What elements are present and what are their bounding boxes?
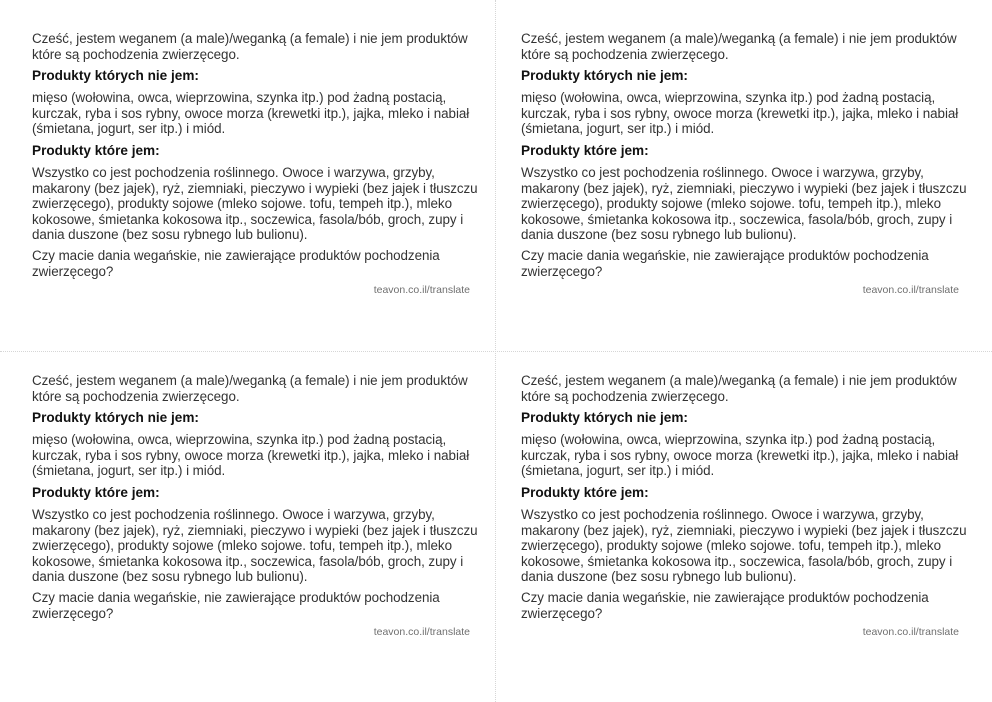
not-eat-list: mięso (wołowina, owca, wieprzowina, szynka itp.) pod żadną postacią, kurczak, ryba i sos rybny, owoce morza (krewetki itp.), jajka, mleko i nabiał (śmietana, jogurt, ser itp.) i miód. [32,432,470,479]
not-eat-heading: Produkty których nie jem: [521,410,688,426]
not-eat-heading: Produkty których nie jem: [32,68,199,84]
intro-text: Cześć, jestem weganem (a male)/weganką (a female) i nie jem produktów które są pochodzenia zwierzęcego. [521,31,957,62]
not-eat-heading: Produkty których nie jem: [521,68,688,84]
not-eat-heading: Produkty których nie jem: [32,410,199,426]
source-url: teavon.co.il/translate [862,284,959,297]
eat-list: Wszystko co jest pochodzenia roślinnego. Owoce i warzywa, grzyby, makarony (bez jajek), ryż, ziemniaki, pieczywo i wypieki (bez jajek i tłuszczu zwierzęcego), produkty sojowe (mleko sojowe. tofu, tempeh itp.), mleko kokosowe, śmietanka kokosowa itp., soczewica, fasola/bób, groch, zupy i dania duszone (bez sosu rybnego lub bulionu). [32,164,478,243]
source-url: teavon.co.il/translate [373,626,470,639]
eat-heading: Produkty które jem: [521,142,649,158]
question-text: Czy macie dania wegańskie, nie zawierające produktów pochodzenia zwierzęcego? [521,589,929,621]
not-eat-list: mięso (wołowina, owca, wieprzowina, szynka itp.) pod żadną postacią, kurczak, ryba i sos rybny, owoce morza (krewetki itp.), jajka, mleko i nabiał (śmietana, jogurt, ser itp.) i miód. [521,90,959,137]
intro-text: Cześć, jestem weganem (a male)/weganką (a female) i nie jem produktów które są pochodzenia zwierzęcego. [521,373,957,404]
eat-list: Wszystko co jest pochodzenia roślinnego. Owoce i warzywa, grzyby, makarony (bez jajek), ryż, ziemniaki, pieczywo i wypieki (bez jajek i tłuszczu zwierzęcego), produkty sojowe (mleko sojowe. tofu, tempeh itp.), mleko kokosowe, śmietanka kokosowa itp., soczewica, fasola/bób, groch, zupy i dania duszone (bez sosu rybnego lub bulionu). [521,164,967,243]
not-eat-list: mięso (wołowina, owca, wieprzowina, szynka itp.) pod żadną postacią, kurczak, ryba i sos rybny, owoce morza (krewetki itp.), jajka, mleko i nabiał (śmietana, jogurt, ser itp.) i miód. [521,432,959,479]
eat-heading: Produkty które jem: [521,484,649,500]
horizontal-cut-line [0,351,992,352]
question-text: Czy macie dania wegańskie, nie zawierające produktów pochodzenia zwierzęcego? [521,247,929,279]
intro-text: Cześć, jestem weganem (a male)/weganką (a female) i nie jem produktów które są pochodzenia zwierzęcego. [32,373,468,404]
question-text: Czy macie dania wegańskie, nie zawierające produktów pochodzenia zwierzęcego? [32,247,440,279]
eat-list: Wszystko co jest pochodzenia roślinnego. Owoce i warzywa, grzyby, makarony (bez jajek), ryż, ziemniaki, pieczywo i wypieki (bez jajek i tłuszczu zwierzęcego), produkty sojowe (mleko sojowe. tofu, tempeh itp.), mleko kokosowe, śmietanka kokosowa itp., soczewica, fasola/bób, groch, zupy i dania duszone (bez sosu rybnego lub bulionu). [521,506,967,585]
translation-card [521,31,971,296]
not-eat-list: mięso (wołowina, owca, wieprzowina, szynka itp.) pod żadną postacią, kurczak, ryba i sos rybny, owoce morza (krewetki itp.), jajka, mleko i nabiał (śmietana, jogurt, ser itp.) i miód. [32,90,470,137]
intro-text: Cześć, jestem weganem (a male)/weganką (a female) i nie jem produktów które są pochodzenia zwierzęcego. [32,31,468,62]
translation-card [521,373,971,638]
source-url: teavon.co.il/translate [862,626,959,639]
question-text: Czy macie dania wegańskie, nie zawierające produktów pochodzenia zwierzęcego? [32,589,440,621]
eat-list: Wszystko co jest pochodzenia roślinnego. Owoce i warzywa, grzyby, makarony (bez jajek), ryż, ziemniaki, pieczywo i wypieki (bez jajek i tłuszczu zwierzęcego), produkty sojowe (mleko sojowe. tofu, tempeh itp.), mleko kokosowe, śmietanka kokosowa itp., soczewica, fasola/bób, groch, zupy i dania duszone (bez sosu rybnego lub bulionu). [32,506,478,585]
source-url: teavon.co.il/translate [373,284,470,297]
translation-card [32,373,482,638]
translation-card [32,31,482,296]
eat-heading: Produkty które jem: [32,484,160,500]
eat-heading: Produkty które jem: [32,142,160,158]
